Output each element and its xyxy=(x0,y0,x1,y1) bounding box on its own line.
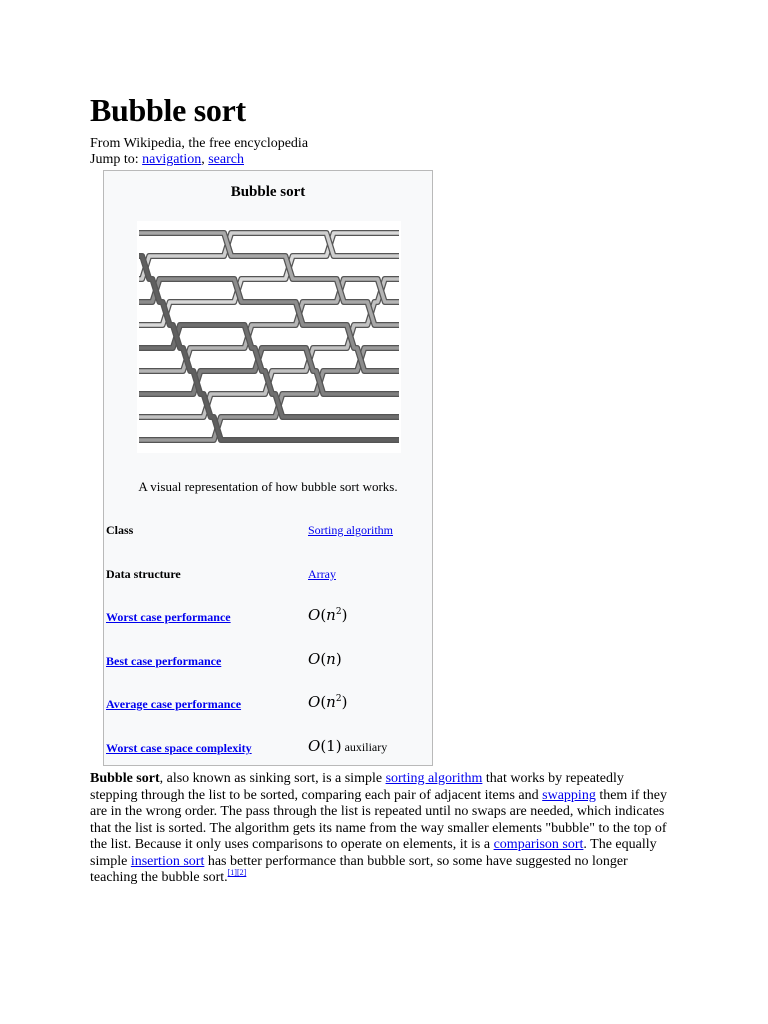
intro-paragraph: Bubble sort, also known as sinking sort, is a simple sorting algorithm that works by repeatedly stepping through the list to be sorted, comparing each pair of adjacent items and swapping them if they are in the wrong order. The pass through the list is repeated until no swaps are needed, which indicates that the list is sorted. The algorithm gets its name from the way smaller elements "bubble" to the top of the list. Because it only uses comparisons to operate on elements, it is a comparison sort. The equally simple insertion sort has better performance than bubble sort, so some have suggested no longer teaching the bubble sort.[1][2] xyxy=(90,771,667,885)
data-structure-label: Data structure xyxy=(106,567,181,581)
infobox xyxy=(103,170,433,766)
page-title: Bubble sort xyxy=(90,92,246,128)
worst-case-space-complexity-value: O(1) auxiliary xyxy=(308,737,388,755)
insertion-sort-link[interactable]: insertion sort xyxy=(130,853,205,869)
bubble-sort-visualization xyxy=(137,221,401,453)
jump-to-prefix: Jump to: xyxy=(90,152,143,167)
intro-term: Bubble sort xyxy=(90,771,160,786)
jump-to-separator: , xyxy=(201,152,209,167)
swapping-link[interactable]: swapping xyxy=(542,787,596,803)
network-wires xyxy=(139,233,399,440)
best-case-performance-link[interactable]: Best case performance xyxy=(106,654,222,668)
worst-case-performance-link[interactable]: Worst case performance xyxy=(106,610,231,624)
sorting-network-image xyxy=(137,221,401,453)
sorting-algorithm-inline-link[interactable]: sorting algorithm xyxy=(385,771,483,786)
search-link[interactable]: search xyxy=(208,152,244,167)
class-label: Class xyxy=(106,523,134,537)
average-case-performance-link[interactable]: Average case performance xyxy=(106,697,242,711)
worst-case-space-complexity-link[interactable]: Worst case space complexity xyxy=(106,741,252,755)
jump-to-bar xyxy=(90,152,244,168)
infobox-caption: A visual representation of how bubble sort works. xyxy=(138,479,398,494)
auxiliary-note: auxiliary xyxy=(341,740,388,754)
citation-link[interactable]: [1][2] xyxy=(227,868,247,877)
navigation-link[interactable]: navigation xyxy=(142,152,202,167)
best-case-performance-value: O(n) xyxy=(308,650,342,668)
array-link[interactable]: Array xyxy=(308,567,336,581)
sorting-algorithm-link[interactable]: Sorting algorithm xyxy=(308,523,393,537)
worst-case-performance-value: $O(n^2)$ xyxy=(308,606,348,624)
comparison-sort-link[interactable]: comparison sort xyxy=(493,837,584,852)
infobox-title: Bubble sort xyxy=(230,184,306,200)
page-tagline: From Wikipedia, the free encyclopedia xyxy=(90,136,309,151)
average-case-performance-value: $O(n^2)$ xyxy=(308,693,348,711)
